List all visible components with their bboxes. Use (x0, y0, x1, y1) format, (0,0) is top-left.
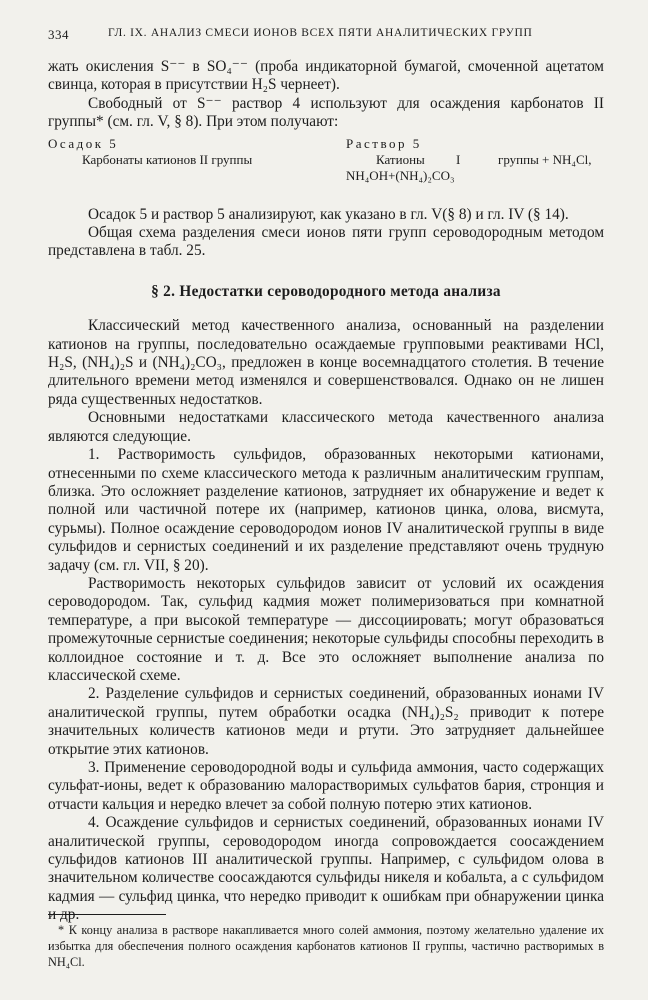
page-number: 334 (48, 27, 69, 42)
paragraph: Растворимость некоторых сульфидов зависит от условий их осаждения сероводородом. Так, сульфид кадмия может полимеризоваться при комнатной температуре, а при высокой температуре — диссоциировать; могут образоваться промежуточные сернистые соединения; некоторые сульфиды способны переходить в коллоидное состояние и т. д. Все это осложняет выполнение анализа по классической схеме. (48, 574, 604, 684)
paragraph: 3. Применение сероводородной воды и сульфида аммония, часто содержащих сульфат-ионы, ведет к образованию малорастворимых сульфатов бария, стронция и отчасти кальция и нередко влечет за собой полную потерю этих катионов. (48, 759, 604, 813)
solution-group-text: группы + NH₄Cl, (498, 151, 592, 167)
precipitate-heading: Осадок 5 (48, 135, 119, 151)
paragraph: Осадок 5 и раствор 5 анализируют, как указано в гл. V(§ 8) и гл. IV (§ 14). (88, 205, 569, 223)
page-body (48, 58, 604, 925)
solution-reagents: NH₄OH+(NH₄)₂CO₃ (346, 167, 455, 183)
paragraph: 1. Растворимость сульфидов, образованных некоторыми катионами, отнесенными по схеме классического метода к различным аналитическим группам, близка. Это осложняет разделение катионов, затрудняет их обнаружение и ведет к полной или частичной потере их (например, катионов цинка, олова, висмута, сурьмы). Полное осаждение сероводородом ионов IV аналитической группы в виде сульфидов и сернистых соединений и их разделение представляют очень трудную задачу (см. гл. VII, § 20). (48, 446, 604, 574)
footnote-rule (48, 914, 166, 915)
running-title: ГЛ. IX. АНАЛИЗ СМЕСИ ИОНОВ ВСЕХ ПЯТИ АНАЛИТИЧЕСКИХ ГРУПП (108, 27, 533, 39)
precipitate-description: Карбонаты катионов II группы (82, 151, 253, 167)
solution-group-number: I (456, 151, 461, 167)
paragraph: Основными недостатками классического метода качественного анализа являются следующие. (48, 409, 604, 445)
paragraph: 4. Осаждение сульфидов и сернистых соединений, образованных ионами IV аналитической группы, сероводородом иногда сопровождается соосаждением сульфидов катионов III аналитической группы. Например, с сульфидом олова в значительном количестве соосаждаются сульфиды никеля и кобальта, а с сульфидом кадмия — сульфид цинка, что нередко приводит к ошибкам при обнаружении цинка и др. (48, 814, 604, 924)
footnote: * К концу анализа в растворе накапливается много солей аммония, поэтому желательно удаление их избытка для обеспечения полного осаждения карбонатов катионов II группы, частично растворимых в NH₄Cl. (48, 923, 604, 969)
solution-cations-label: Катионы (376, 151, 425, 167)
paragraph: Классический метод качественного анализа, основанный на разделении катионов на группы, последовательно осаждаемые групповыми реактивами HCl, H₂S, (NH₄)₂S и (NH₄)₂CO₃, предложен в конце восемнадцатого столетия. В течение длительного времени метод изменялся и совершенствовался. Однако он не лишен ряда существенных недостатков. (48, 317, 604, 408)
solution-heading: Раствор 5 (346, 135, 422, 151)
section-heading: § 2. Недостатки сероводородного метода анализа (151, 282, 501, 300)
paragraph: Общая схема разделения смеси ионов пяти групп сероводородным методом представлена в табл. 25. (48, 224, 604, 260)
paragraph: жать окисления S⁻⁻ в SO₄⁻⁻ (проба индикаторной бумагой, смоченной ацетатом свинца, которая в присутствии H₂S чернеет). (48, 58, 604, 94)
paragraph: Свободный от S⁻⁻ раствор 4 используют для осаждения карбонатов II группы* (см. гл. V, § 8). При этом получают: (48, 94, 604, 131)
separation-scheme (48, 136, 604, 198)
running-header (48, 27, 588, 47)
paragraph: 2. Разделение сульфидов и сернистых соединений, образованных ионами IV аналитической группы, путем обработки осадка (NH₄)₂S₂ приводит к потере значительных количеств катионов меди и ртути. Это затрудняет дальнейшее открытие этих катионов. (48, 685, 604, 758)
